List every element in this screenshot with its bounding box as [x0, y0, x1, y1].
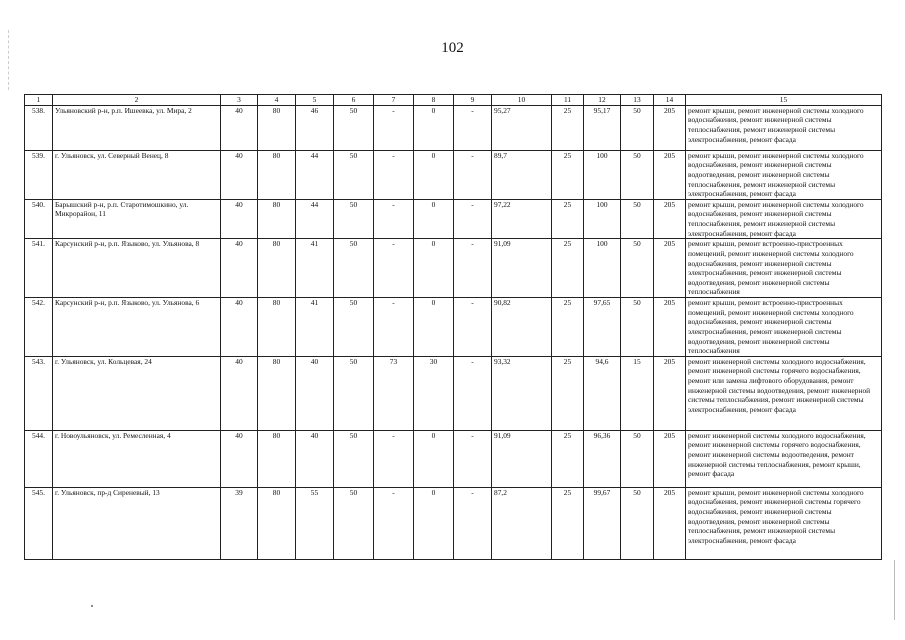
- value-cell: 80: [258, 239, 296, 298]
- value-cell: 89,7: [492, 150, 552, 199]
- value-cell: 25: [552, 487, 584, 559]
- works-list-cell: ремонт инженерной системы холодного водоснабжения, ремонт инженерной системы горячего водоснабжения, ремонт инженерной системы водоотведения, ремонт инженерной системы теплоснабжения, ремонт крыши, ремонт фасада: [686, 430, 882, 487]
- value-cell: 50: [621, 239, 654, 298]
- value-cell: 100: [584, 199, 621, 239]
- value-cell: 40: [221, 356, 258, 430]
- value-cell: 40: [221, 199, 258, 239]
- column-header: 5: [296, 95, 334, 106]
- table-header-row: [25, 95, 882, 106]
- value-cell: 91,09: [492, 239, 552, 298]
- value-cell: 50: [334, 239, 374, 298]
- value-cell: 40: [221, 298, 258, 357]
- value-cell: 73: [374, 356, 414, 430]
- value-cell: 50: [334, 430, 374, 487]
- value-cell: -: [374, 487, 414, 559]
- address-cell: Ульяновский р-н, р.п. Ишеевка, ул. Мира, 2: [53, 105, 221, 150]
- column-header: 9: [454, 95, 492, 106]
- scan-edge-left: [8, 30, 9, 90]
- works-list-cell: ремонт крыши, ремонт встроенно-пристроенных помещений, ремонт инженерной системы холодного водоснабжения, ремонт инженерной системы электроснабжения, ремонт инженерной системы водоотведения, ремонт инженерной системы теплоснабжения: [686, 239, 882, 298]
- value-cell: 50: [621, 487, 654, 559]
- column-header: 10: [492, 95, 552, 106]
- value-cell: 0: [414, 239, 454, 298]
- value-cell: 0: [414, 487, 454, 559]
- column-header: 7: [374, 95, 414, 106]
- value-cell: 50: [334, 150, 374, 199]
- value-cell: -: [454, 430, 492, 487]
- value-cell: -: [374, 430, 414, 487]
- register-table: [24, 94, 882, 560]
- value-cell: 94,6: [584, 356, 621, 430]
- value-cell: 25: [552, 430, 584, 487]
- value-cell: 80: [258, 105, 296, 150]
- table-row: [25, 430, 882, 487]
- value-cell: 25: [552, 150, 584, 199]
- table-row: [25, 150, 882, 199]
- value-cell: 205: [654, 298, 686, 357]
- scan-edge-right: [894, 560, 895, 620]
- value-cell: 80: [258, 356, 296, 430]
- value-cell: 0: [414, 199, 454, 239]
- table-body: [25, 105, 882, 559]
- value-cell: 40: [221, 239, 258, 298]
- value-cell: -: [374, 298, 414, 357]
- value-cell: 25: [552, 239, 584, 298]
- address-cell: г. Ульяновск, ул. Кольцевая, 24: [53, 356, 221, 430]
- value-cell: 205: [654, 356, 686, 430]
- value-cell: 39: [221, 487, 258, 559]
- row-number-cell: 542.: [25, 298, 53, 357]
- row-number-cell: 540.: [25, 199, 53, 239]
- works-list-cell: ремонт инженерной системы холодного водоснабжения, ремонт инженерной системы горячего водоснабжения, ремонт или замена лифтового оборудования, ремонт инженерной системы водоотведения, ремонт инженерной системы теплоснабжения, ремонт инженерной системы электроснабжения, ремонт фасада: [686, 356, 882, 430]
- value-cell: 50: [334, 105, 374, 150]
- column-header: 4: [258, 95, 296, 106]
- value-cell: 100: [584, 239, 621, 298]
- column-header: 2: [53, 95, 221, 106]
- value-cell: 96,36: [584, 430, 621, 487]
- column-header: 13: [621, 95, 654, 106]
- table-row: [25, 487, 882, 559]
- address-cell: Карсунский р-н, р.п. Языково, ул. Ульянова, 8: [53, 239, 221, 298]
- column-header: 1: [25, 95, 53, 106]
- column-header: 14: [654, 95, 686, 106]
- column-header: 11: [552, 95, 584, 106]
- value-cell: 40: [296, 356, 334, 430]
- value-cell: 25: [552, 199, 584, 239]
- value-cell: 80: [258, 199, 296, 239]
- column-header: 8: [414, 95, 454, 106]
- value-cell: -: [374, 150, 414, 199]
- value-cell: 25: [552, 356, 584, 430]
- value-cell: 80: [258, 298, 296, 357]
- table-row: [25, 356, 882, 430]
- column-header: 3: [221, 95, 258, 106]
- value-cell: -: [454, 487, 492, 559]
- value-cell: -: [454, 199, 492, 239]
- works-list-cell: ремонт крыши, ремонт инженерной системы холодного водоснабжения, ремонт инженерной системы водоотведения, ремонт инженерной системы теплоснабжения, ремонт инженерной системы электроснабжения, ремонт фасада: [686, 150, 882, 199]
- column-header: 6: [334, 95, 374, 106]
- value-cell: 93,32: [492, 356, 552, 430]
- table-row: [25, 239, 882, 298]
- value-cell: 50: [334, 199, 374, 239]
- value-cell: 205: [654, 150, 686, 199]
- row-number-cell: 544.: [25, 430, 53, 487]
- row-number-cell: 539.: [25, 150, 53, 199]
- address-cell: г. Новоульяновск, ул. Ремесленная, 4: [53, 430, 221, 487]
- value-cell: 55: [296, 487, 334, 559]
- value-cell: 50: [334, 356, 374, 430]
- value-cell: -: [454, 239, 492, 298]
- value-cell: 40: [221, 105, 258, 150]
- value-cell: 97,22: [492, 199, 552, 239]
- value-cell: 40: [221, 150, 258, 199]
- value-cell: 205: [654, 487, 686, 559]
- column-header: 12: [584, 95, 621, 106]
- page-number: 102: [441, 40, 464, 56]
- value-cell: -: [374, 199, 414, 239]
- value-cell: -: [374, 239, 414, 298]
- works-list-cell: ремонт крыши, ремонт инженерной системы холодного водоснабжения, ремонт инженерной системы горячего водоснабжения, ремонт инженерной системы водоотведения, ремонт инженерной системы теплоснабжения, ремонт инженерной системы электроснабжения, ремонт фасада: [686, 487, 882, 559]
- row-number-cell: 538.: [25, 105, 53, 150]
- row-number-cell: 543.: [25, 356, 53, 430]
- value-cell: -: [454, 356, 492, 430]
- value-cell: 41: [296, 298, 334, 357]
- value-cell: 0: [414, 430, 454, 487]
- value-cell: 90,82: [492, 298, 552, 357]
- address-cell: Карсунский р-н, р.п. Языково, ул. Ульянова, 6: [53, 298, 221, 357]
- scan-speck: [91, 605, 93, 607]
- address-cell: г. Ульяновск, пр-д Сиреневый, 13: [53, 487, 221, 559]
- value-cell: 50: [334, 487, 374, 559]
- value-cell: 95,17: [584, 105, 621, 150]
- value-cell: -: [454, 298, 492, 357]
- column-header: 15: [686, 95, 882, 106]
- works-list-cell: ремонт крыши, ремонт встроенно-пристроенных помещений, ремонт инженерной системы холодного водоснабжения, ремонт инженерной системы электроснабжения, ремонт инженерной системы водоотведения, ремонт инженерной системы теплоснабжения: [686, 298, 882, 357]
- value-cell: -: [374, 105, 414, 150]
- value-cell: 40: [296, 430, 334, 487]
- table-row: [25, 105, 882, 150]
- value-cell: 99,67: [584, 487, 621, 559]
- value-cell: 15: [621, 356, 654, 430]
- value-cell: -: [454, 105, 492, 150]
- value-cell: 46: [296, 105, 334, 150]
- value-cell: 44: [296, 199, 334, 239]
- value-cell: 50: [334, 298, 374, 357]
- value-cell: 50: [621, 199, 654, 239]
- value-cell: 25: [552, 298, 584, 357]
- value-cell: 40: [221, 430, 258, 487]
- address-cell: г. Ульяновск, ул. Северный Венец, 8: [53, 150, 221, 199]
- value-cell: 205: [654, 239, 686, 298]
- row-number-cell: 541.: [25, 239, 53, 298]
- value-cell: 80: [258, 487, 296, 559]
- value-cell: 50: [621, 430, 654, 487]
- value-cell: 80: [258, 150, 296, 199]
- works-list-cell: ремонт крыши, ремонт инженерной системы холодного водоснабжения, ремонт инженерной системы теплоснабжения, ремонт инженерной системы электроснабжения, ремонт фасада: [686, 199, 882, 239]
- table-row: [25, 298, 882, 357]
- value-cell: 0: [414, 105, 454, 150]
- value-cell: 30: [414, 356, 454, 430]
- value-cell: 97,65: [584, 298, 621, 357]
- value-cell: -: [454, 150, 492, 199]
- row-number-cell: 545.: [25, 487, 53, 559]
- value-cell: 25: [552, 105, 584, 150]
- value-cell: 50: [621, 298, 654, 357]
- value-cell: 80: [258, 430, 296, 487]
- works-list-cell: ремонт крыши, ремонт инженерной системы холодного водоснабжения, ремонт инженерной системы теплоснабжения, ремонт инженерной системы электроснабжения, ремонт фасада: [686, 105, 882, 150]
- value-cell: 50: [621, 150, 654, 199]
- value-cell: 87,2: [492, 487, 552, 559]
- table-row: [25, 199, 882, 239]
- value-cell: 100: [584, 150, 621, 199]
- value-cell: 205: [654, 430, 686, 487]
- address-cell: Барышский р-н, р.п. Старотимошкино, ул. Микрорайон, 11: [53, 199, 221, 239]
- value-cell: 0: [414, 150, 454, 199]
- value-cell: 91,09: [492, 430, 552, 487]
- value-cell: 44: [296, 150, 334, 199]
- value-cell: 0: [414, 298, 454, 357]
- value-cell: 205: [654, 105, 686, 150]
- value-cell: 205: [654, 199, 686, 239]
- value-cell: 50: [621, 105, 654, 150]
- value-cell: 95,27: [492, 105, 552, 150]
- value-cell: 41: [296, 239, 334, 298]
